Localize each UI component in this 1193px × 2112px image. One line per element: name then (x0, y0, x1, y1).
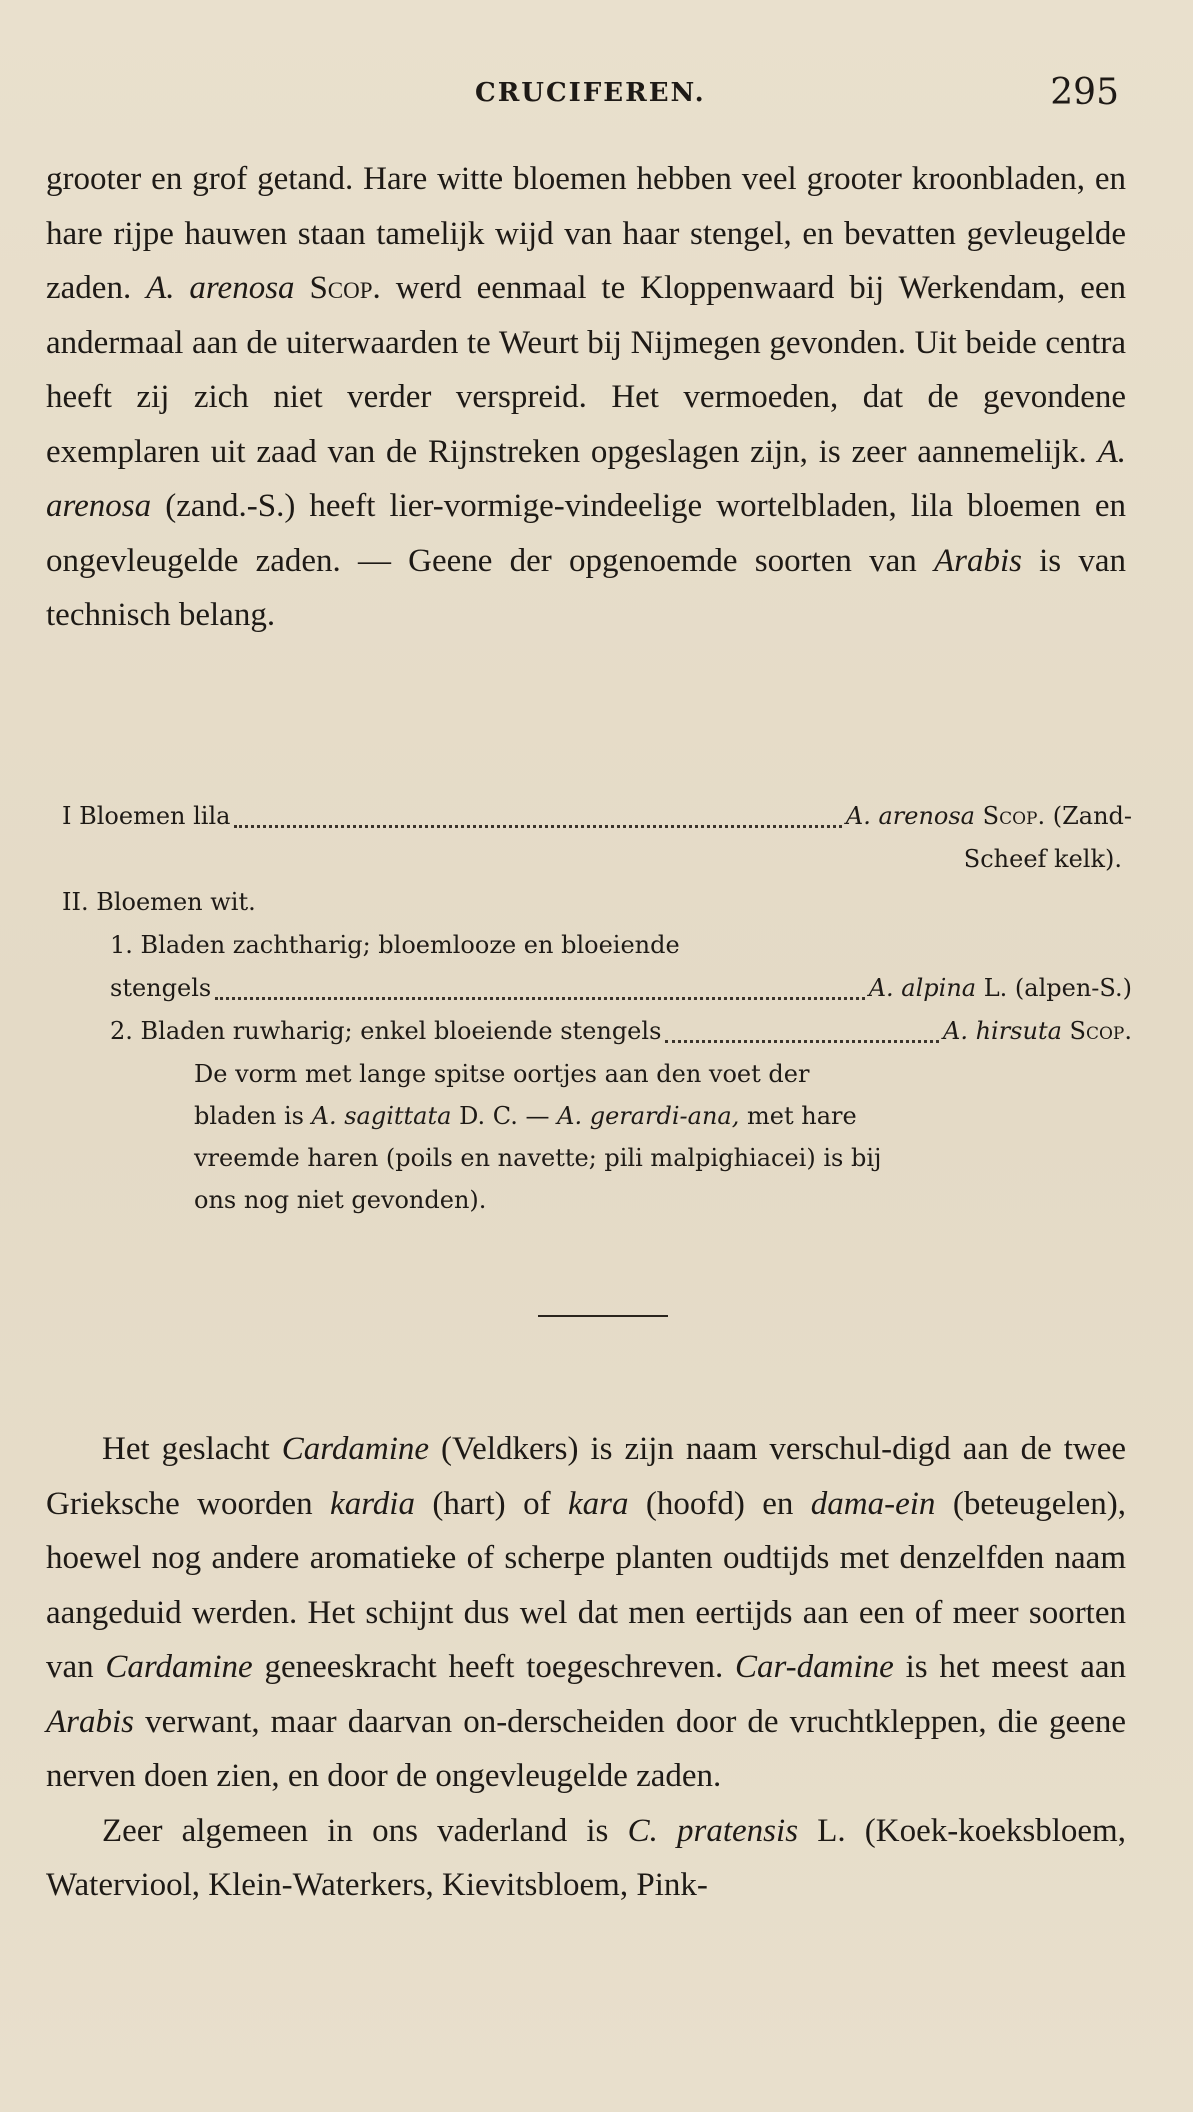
author-abbrev: Scop. (1069, 1017, 1132, 1045)
text-run: Zeer algemeen in ons vaderland is (102, 1812, 628, 1849)
author-abbrev: Scop. (309, 270, 381, 306)
text-run: geneeskracht heeft toegeschreven. (252, 1649, 735, 1685)
key-row-1 (62, 795, 1132, 838)
key-row-2: II. Bloemen wit. (62, 888, 256, 916)
leader-dots (234, 824, 841, 828)
key-tail: L. (alpen-S.) (983, 974, 1132, 1002)
greek-word: kara (567, 1485, 629, 1522)
text-run: Het geslacht (102, 1431, 282, 1467)
text-run: met hare vreemde haren (poils en navette; pili malpighiacei) is bij ons nog niet gevonden). (194, 1102, 882, 1214)
leader-dots (665, 1039, 939, 1043)
page-number: 295 (1050, 72, 1119, 113)
species-name: A. sagittata (311, 1102, 452, 1130)
key-row-5 (62, 1010, 1132, 1053)
species-name: A. arenosa (845, 802, 975, 830)
genus-name: Arabis (933, 542, 1022, 579)
species-name: A. gerardi-ana, (557, 1102, 740, 1130)
key-lead: 2. Bladen ruwharig; enkel bloeiende stengels (110, 1017, 662, 1045)
text-run: (hoofd) en (628, 1485, 811, 1522)
text-run: is het meest aan (893, 1649, 1126, 1685)
key-row-4 (62, 967, 1132, 1010)
species-name: A. hirsuta (942, 1017, 1062, 1045)
genus-name: Arabis (46, 1703, 135, 1740)
genus-name: Cardamine (281, 1431, 430, 1467)
text-run: L. (Koek-koeksbloem, Waterviool, Klein-Waterkers, Kievitsbloem, Pink- (46, 1812, 1126, 1903)
text-run: werd eenmaal te Kloppenwaard bij Werkendam, een andermaal aan de uiterwaarden te Weurt bij Nijmegen gevonden. Uit beide centra heeft zij zich niet verder verspreid. Het vermoeden, dat de gevondene exemplaren uit zaad van de Rijnstreken opgeslagen zijn, is zeer aannemelijk. (46, 270, 1126, 470)
species-name: A. alpina (868, 974, 977, 1002)
text-run: grooter en grof getand. Hare witte bloemen hebben veel grooter kroonbladen, en hare rijpe hauwen staan tamelijk wijd van haar stengel, en bevatten gevleugelde zaden. (46, 161, 1126, 306)
section-divider (538, 1315, 668, 1317)
text-run: (Veldkers) is zijn naam verschul-digd aan de twee Grieksche woorden (46, 1431, 1126, 1522)
key-result (846, 795, 1132, 838)
text-run: (zand.-S.) heeft lier-vormige-vindeelige wortelbladen, lila bloemen en ongevleugelde zaden. — Geene der opgenoemde soorten van (46, 488, 1126, 579)
key-tail: (Zand- (1052, 802, 1132, 830)
key-result (869, 967, 1132, 1010)
text-run: D. C. — (451, 1102, 558, 1130)
key-lead: stengels (110, 974, 212, 1002)
page-header (0, 72, 1193, 112)
running-title: CRUCIFEREN. (475, 78, 706, 108)
paragraph-pratensis (46, 1804, 1126, 1913)
text-run: verwant, maar daarvan on-derscheiden door de vruchtkleppen, die geene nerven doen zien, en door de ongevleugelde zaden. (46, 1703, 1126, 1794)
greek-word: dama-ein (810, 1485, 936, 1522)
species-name: C. pratensis (627, 1812, 799, 1849)
paragraph-cardamine (46, 1422, 1126, 1913)
key-lead: I Bloemen lila (62, 802, 231, 830)
key-row-1-continuation: Scheef kelk). (963, 845, 1122, 873)
genus-name: Car-damine (734, 1649, 894, 1685)
key-row-3: 1. Bladen zachtharig; bloemlooze en bloeiende (110, 931, 680, 959)
author-abbrev: Scop. (982, 802, 1046, 830)
species-name: A. arenosa (46, 433, 1126, 524)
greek-word: kardia (330, 1485, 415, 1522)
text-run: De vorm met lange spitse oortjes aan den voet der bladen is (194, 1060, 810, 1130)
leader-dots (215, 996, 865, 1000)
key-result (943, 1010, 1132, 1053)
key-note (62, 1053, 894, 1221)
text-run: (beteugelen), hoewel nog andere aromatieke of scherpe planten oudtijds met denzelfden naam aangeduid werden. Het schijnt dus wel dat men eertijds aan een of meer soorten van (46, 1485, 1126, 1685)
determination-key (62, 795, 1132, 1221)
genus-name: Cardamine (105, 1649, 253, 1685)
species-name: A. arenosa (146, 270, 295, 306)
paragraph-arabis-arenosa (46, 152, 1126, 643)
text-run: (hart) of (414, 1485, 568, 1522)
text-run: is van technisch belang. (46, 542, 1126, 633)
